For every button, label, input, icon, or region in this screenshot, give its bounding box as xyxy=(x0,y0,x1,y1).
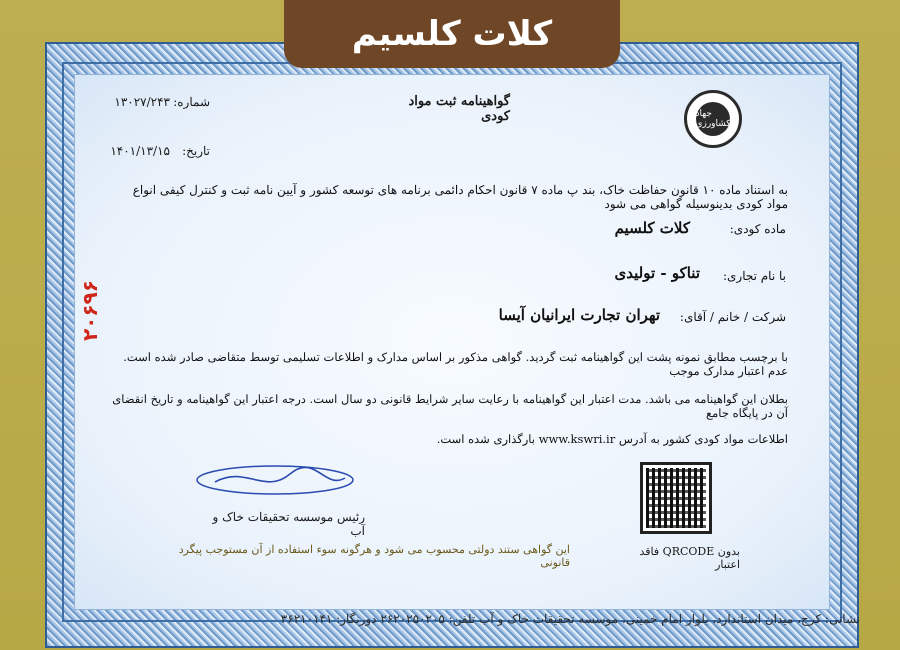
qr-label-suffix: فاقد اعتبار xyxy=(639,545,740,571)
paragraph-line-1: با برچسب مطابق نمونه پشت این گواهینامه ثبت گردید. گواهی مذکور بر اساس مدارک و اطلاعات تسلیمی توسط متقاضی صادر شده است. عدم اعتبار مدارک موجب xyxy=(123,350,788,378)
address-footer: نشانی: کرج، میدان استاندارد، بلوار امام خمینی، موسسه تحقیقات خاک و آب تلفن: ۲۶۲۰۲۵۰۲۰۵ دورنگار: ۳۶۲۱۰۱۴۱ xyxy=(280,612,860,626)
brand-value: تناکو - تولیدی xyxy=(614,264,700,282)
number-value: ۱۳۰۲۷/۲۴۳ xyxy=(114,95,170,109)
company-value: تهران تجارت ایرانیان آیسا xyxy=(498,306,660,324)
qr-code-pattern xyxy=(646,468,706,528)
certificate-title: گواهینامه ثبت مواد کودی xyxy=(408,94,510,124)
serial-stamp: ۲۰۶۹۶ xyxy=(78,280,102,342)
paragraph-line-3: اطلاعات مواد کودی کشور به آدرس www.kswri.ir بارگذاری شده است. xyxy=(436,432,788,446)
company-label: شرکت / خانم / آقای: xyxy=(679,310,786,324)
fertilizer-label: ماده کودی: xyxy=(729,222,786,236)
paragraph-line-2: بطلان این گواهینامه می باشد. مدت اعتبار این گواهینامه با رعایت سایر شرایط قانونی دو سال است. درجه اعتبار این گواهینامه و تاریخ انقضای آن در پایگاه جامع xyxy=(112,392,788,420)
date-label: تاریخ: xyxy=(182,144,210,158)
signature-icon xyxy=(195,460,355,500)
signature-role: رئیس موسسه تحقیقات خاک و آب xyxy=(212,510,365,538)
logo-text: جهاد کشاورزی xyxy=(696,102,730,136)
number-label: شماره: xyxy=(173,95,210,109)
brand-label: با نام تجاری: xyxy=(722,269,786,283)
intro-text: به استناد ماده ۱۰ قانون حفاظت خاک، بند پ ماده ۷ قانون احکام دائمی برنامه های توسعه کشور و آیین نامه ثبت و کنترل کیفی انواع مواد کودی بدینوسیله گواهی می شود xyxy=(132,183,788,211)
legal-note: این گواهی ستند دولتی محسوب می شود و هرگونه سوء استفاده از آن مستوجب پیگرد قانونی xyxy=(178,543,570,569)
fertilizer-value: کلات کلسیم xyxy=(614,219,690,237)
date-value: ۱۴۰۱/۱۳/۱۵ xyxy=(110,144,170,158)
qr-label-prefix: بدون xyxy=(717,545,740,558)
qr-label xyxy=(620,545,740,571)
qr-label-code: QRCODE xyxy=(662,545,715,558)
banner-title: کلات کلسیم xyxy=(351,14,553,54)
